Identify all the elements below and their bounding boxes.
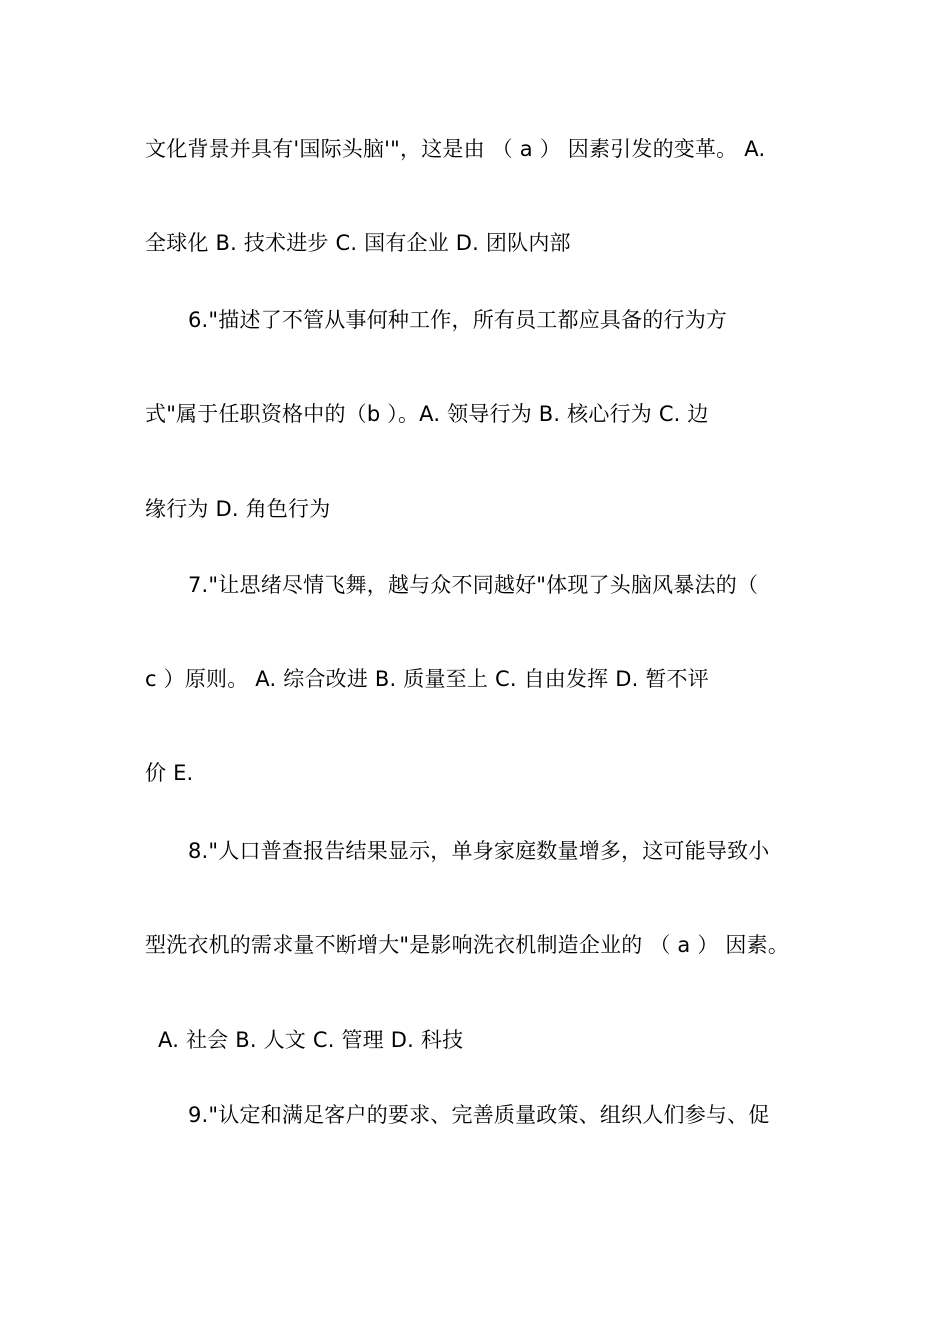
question-7-line-3: 价 E. bbox=[145, 761, 194, 785]
question-6-line-2: 式"属于任职资格中的（b ）。A. 领导行为 B. 核心行为 C. 边 bbox=[145, 402, 709, 426]
question-6-line-1: 6."描述了不管从事何种工作，所有员工都应具备的行为方 bbox=[188, 308, 728, 332]
question-7-line-1: 7."让思绪尽情飞舞，越与众不同越好"体现了头脑风暴法的（ bbox=[188, 573, 759, 597]
text-line-1: 文化背景并具有'国际头脑'"，这是由 （ a ） 因素引发的变革。 A. bbox=[145, 137, 766, 161]
question-7-line-2: c ）原则。 A. 综合改进 B. 质量至上 C. 自由发挥 D. 暂不评 bbox=[145, 667, 709, 691]
question-8-line-3: A. 社会 B. 人文 C. 管理 D. 科技 bbox=[158, 1028, 464, 1052]
question-8-line-2: 型洗衣机的需求量不断增大"是影响洗衣机制造企业的 （ a ） 因素。 bbox=[145, 933, 790, 957]
text-line-2: 全球化 B. 技术进步 C. 国有企业 D. 团队内部 bbox=[145, 231, 571, 255]
question-6-line-3: 缘行为 D. 角色行为 bbox=[145, 497, 331, 521]
question-9-line-1: 9."认定和满足客户的要求、完善质量政策、组织人们参与、促 bbox=[188, 1103, 770, 1127]
question-8-line-1: 8."人口普查报告结果显示，单身家庭数量增多，这可能导致小 bbox=[188, 839, 770, 863]
